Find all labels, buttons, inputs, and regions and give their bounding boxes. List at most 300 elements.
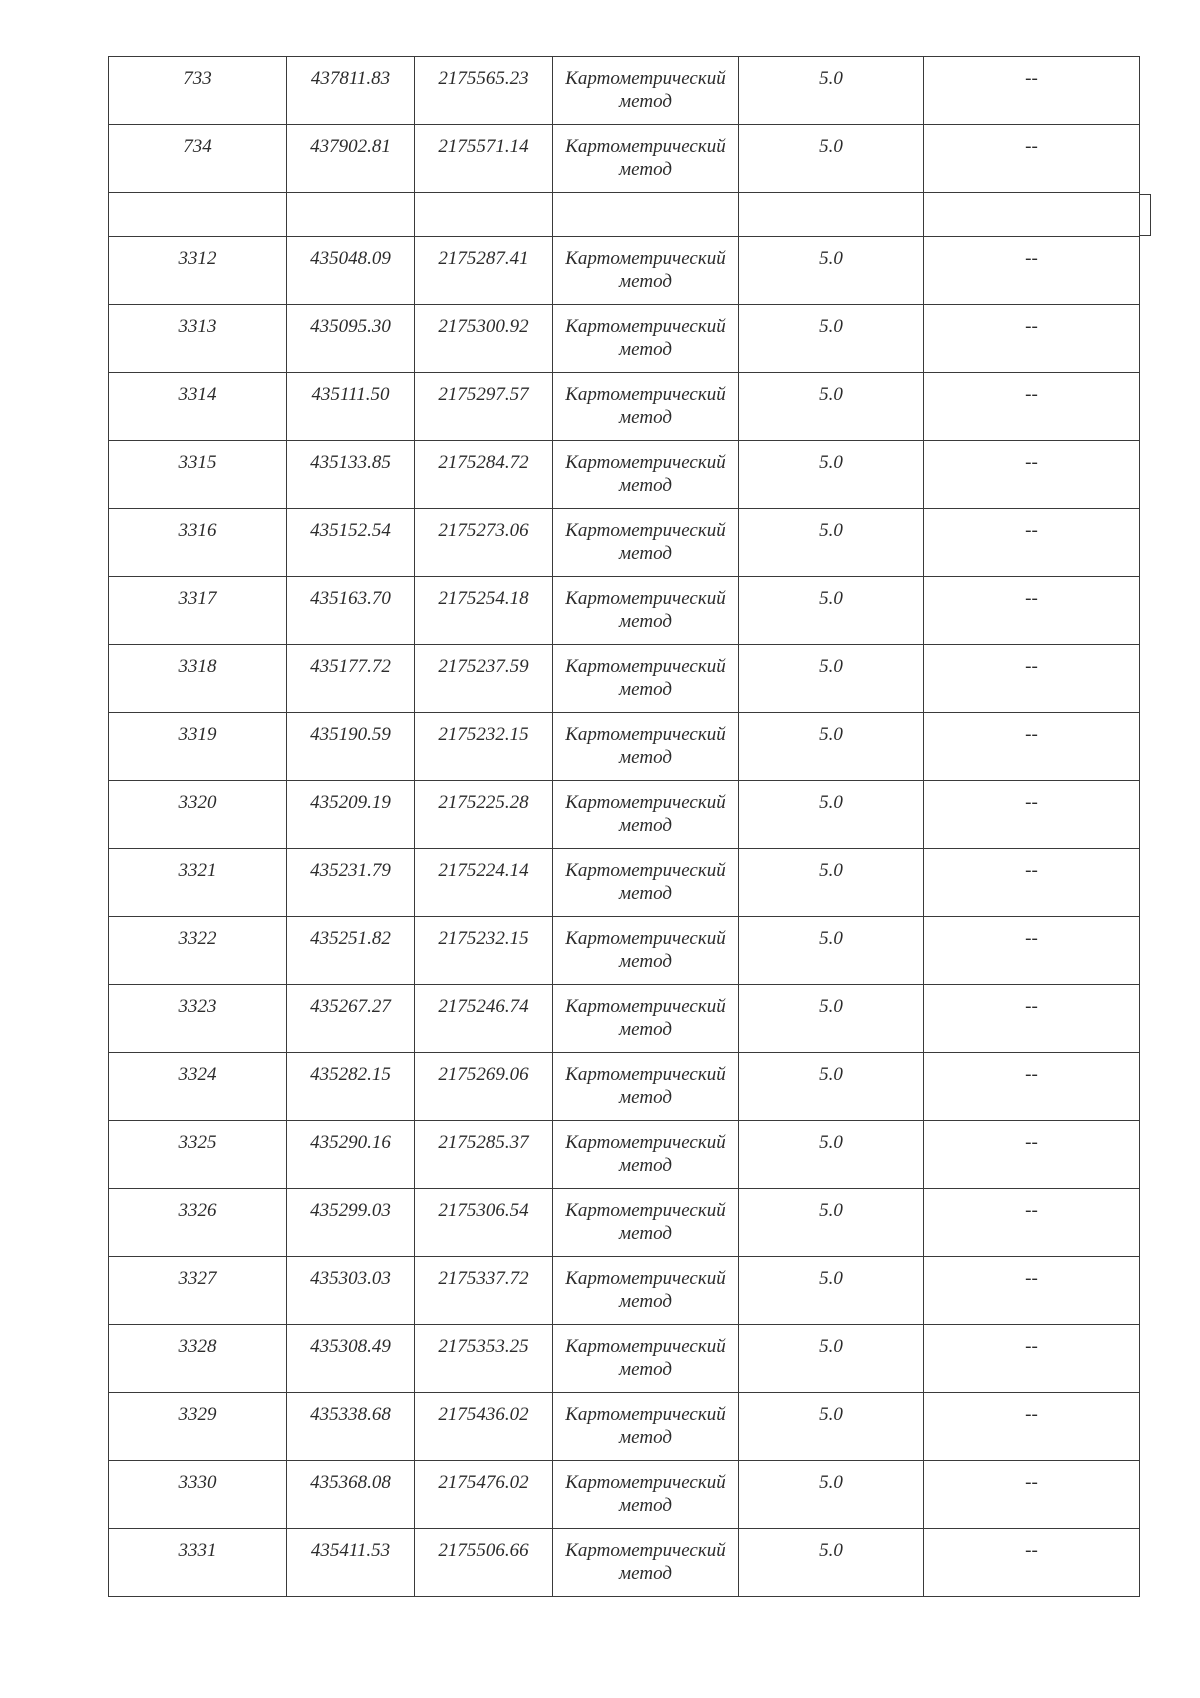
- y-coordinate-cell-text: 2175300.92: [438, 316, 529, 337]
- note-cell: [924, 305, 1140, 373]
- point-number-cell-text: 3313: [178, 316, 217, 337]
- note-cell-text: --: [1025, 1200, 1038, 1221]
- x-coordinate-cell-text: 437902.81: [310, 136, 391, 157]
- x-coordinate-cell: [287, 1393, 415, 1461]
- y-coordinate-cell: [415, 57, 553, 125]
- note-cell: [924, 373, 1140, 441]
- note-cell-text: --: [1025, 792, 1038, 813]
- x-coordinate-cell: [287, 305, 415, 373]
- note-cell-text: --: [1025, 588, 1038, 609]
- accuracy-cell: [739, 577, 924, 645]
- point-number-cell: [109, 577, 287, 645]
- y-coordinate-cell: [415, 1121, 553, 1189]
- table-row: [109, 373, 1140, 441]
- point-number-cell: [109, 373, 287, 441]
- note-cell: [924, 193, 1140, 237]
- x-coordinate-cell-text: 437811.83: [310, 68, 391, 89]
- y-coordinate-cell-text: 2175297.57: [438, 384, 529, 405]
- note-cell: [924, 441, 1140, 509]
- accuracy-cell: [739, 441, 924, 509]
- table-row: [109, 1393, 1140, 1461]
- point-number-cell: [109, 441, 287, 509]
- method-line-1: Картометрический: [565, 1336, 726, 1357]
- accuracy-cell: [739, 1325, 924, 1393]
- method-line-1: Картометрический: [565, 996, 726, 1017]
- method-line-1: Картометрический: [565, 316, 726, 337]
- note-cell-text: --: [1025, 724, 1038, 745]
- method-line-1: Картометрический: [565, 1200, 726, 1221]
- x-coordinate-cell-text: 435308.49: [310, 1336, 391, 1357]
- point-number-cell: [109, 985, 287, 1053]
- point-number-cell: [109, 509, 287, 577]
- y-coordinate-cell-text: 2175237.59: [438, 656, 529, 677]
- y-coordinate-cell: [415, 1257, 553, 1325]
- note-cell: [924, 237, 1140, 305]
- method-cell: [553, 1189, 739, 1257]
- note-cell: [924, 1257, 1140, 1325]
- accuracy-cell-text: 5.0: [819, 316, 843, 337]
- method-line-2: метод: [619, 271, 672, 292]
- point-number-cell-text: 3320: [178, 792, 217, 813]
- note-cell: [924, 1529, 1140, 1597]
- table-row: [109, 1189, 1140, 1257]
- x-coordinate-cell: [287, 193, 415, 237]
- x-coordinate-cell-text: 435190.59: [310, 724, 391, 745]
- x-coordinate-cell-text: 435299.03: [310, 1200, 391, 1221]
- table-row: [109, 917, 1140, 985]
- method-line-2: метод: [619, 679, 672, 700]
- x-coordinate-cell: [287, 713, 415, 781]
- point-number-cell-text: 3331: [178, 1540, 217, 1561]
- x-coordinate-cell-text: 435411.53: [310, 1540, 391, 1561]
- y-coordinate-cell: [415, 1529, 553, 1597]
- y-coordinate-cell-text: 2175269.06: [438, 1064, 529, 1085]
- method-cell: [553, 1121, 739, 1189]
- method-cell: [553, 373, 739, 441]
- note-cell: [924, 1461, 1140, 1529]
- point-number-cell-text: 3312: [178, 248, 217, 269]
- accuracy-cell: [739, 985, 924, 1053]
- table-row: [109, 1121, 1140, 1189]
- accuracy-cell: [739, 237, 924, 305]
- x-coordinate-cell-text: 435133.85: [310, 452, 391, 473]
- point-number-cell: [109, 305, 287, 373]
- table-row: [109, 509, 1140, 577]
- method-line-2: метод: [619, 1019, 672, 1040]
- y-coordinate-cell: [415, 781, 553, 849]
- method-line-2: метод: [619, 1427, 672, 1448]
- accuracy-cell-text: 5.0: [819, 1132, 843, 1153]
- x-coordinate-cell: [287, 1121, 415, 1189]
- method-line-1: Картометрический: [565, 1472, 726, 1493]
- method-cell: [553, 849, 739, 917]
- note-cell-text: --: [1025, 384, 1038, 405]
- method-cell: [553, 985, 739, 1053]
- method-cell: [553, 917, 739, 985]
- y-coordinate-cell: [415, 125, 553, 193]
- x-coordinate-cell-text: 435338.68: [310, 1404, 391, 1425]
- method-cell: [553, 1053, 739, 1121]
- method-line-1: Картометрический: [565, 1540, 726, 1561]
- note-cell: [924, 1393, 1140, 1461]
- point-number-cell-text: 3326: [178, 1200, 217, 1221]
- y-coordinate-cell: [415, 509, 553, 577]
- y-coordinate-cell-text: 2175476.02: [438, 1472, 529, 1493]
- method-cell: [553, 781, 739, 849]
- point-number-cell-text: 3319: [178, 724, 217, 745]
- x-coordinate-cell: [287, 1461, 415, 1529]
- method-line-2: метод: [619, 91, 672, 112]
- point-number-cell: [109, 237, 287, 305]
- method-line-2: метод: [619, 1495, 672, 1516]
- method-cell: [553, 125, 739, 193]
- accuracy-cell-text: 5.0: [819, 384, 843, 405]
- y-coordinate-cell: [415, 713, 553, 781]
- note-cell-text: --: [1025, 1132, 1038, 1153]
- accuracy-cell: [739, 1393, 924, 1461]
- method-line-2: метод: [619, 815, 672, 836]
- y-coordinate-cell: [415, 305, 553, 373]
- accuracy-cell: [739, 509, 924, 577]
- method-line-1: Картометрический: [565, 68, 726, 89]
- accuracy-cell-text: 5.0: [819, 1200, 843, 1221]
- x-coordinate-cell: [287, 57, 415, 125]
- x-coordinate-cell: [287, 237, 415, 305]
- method-line-1: Картометрический: [565, 520, 726, 541]
- point-number-cell-text: 3323: [178, 996, 217, 1017]
- method-line-1: Картометрический: [565, 792, 726, 813]
- note-cell-text: --: [1025, 316, 1038, 337]
- x-coordinate-cell: [287, 645, 415, 713]
- x-coordinate-cell: [287, 373, 415, 441]
- x-coordinate-cell-text: 435095.30: [310, 316, 391, 337]
- point-number-cell: [109, 849, 287, 917]
- point-number-cell-text: 3316: [178, 520, 217, 541]
- method-line-2: метод: [619, 1087, 672, 1108]
- note-cell-text: --: [1025, 860, 1038, 881]
- y-coordinate-cell-text: 2175436.02: [438, 1404, 529, 1425]
- method-cell: [553, 441, 739, 509]
- note-cell: [924, 577, 1140, 645]
- method-cell: [553, 645, 739, 713]
- note-cell-text: --: [1025, 452, 1038, 473]
- y-coordinate-cell: [415, 1053, 553, 1121]
- point-number-cell: [109, 781, 287, 849]
- x-coordinate-cell-text: 435368.08: [310, 1472, 391, 1493]
- accuracy-cell-text: 5.0: [819, 1404, 843, 1425]
- x-coordinate-cell: [287, 125, 415, 193]
- method-line-1: Картометрический: [565, 384, 726, 405]
- method-cell: [553, 57, 739, 125]
- point-number-cell-text: 3314: [178, 384, 217, 405]
- note-cell: [924, 781, 1140, 849]
- note-cell: [924, 125, 1140, 193]
- x-coordinate-cell: [287, 917, 415, 985]
- point-number-cell: [109, 917, 287, 985]
- accuracy-cell: [739, 125, 924, 193]
- note-cell-text: --: [1025, 1064, 1038, 1085]
- point-number-cell: [109, 1121, 287, 1189]
- method-cell: [553, 713, 739, 781]
- method-line-1: Картометрический: [565, 588, 726, 609]
- method-line-2: метод: [619, 475, 672, 496]
- accuracy-cell: [739, 1461, 924, 1529]
- y-coordinate-cell-text: 2175506.66: [438, 1540, 529, 1561]
- accuracy-cell: [739, 849, 924, 917]
- accuracy-cell-text: 5.0: [819, 452, 843, 473]
- x-coordinate-cell: [287, 781, 415, 849]
- accuracy-cell-text: 5.0: [819, 1336, 843, 1357]
- point-number-cell-text: 3318: [178, 656, 217, 677]
- method-line-1: Картометрический: [565, 928, 726, 949]
- table-row: [109, 441, 1140, 509]
- x-coordinate-cell-text: 435209.19: [310, 792, 391, 813]
- y-coordinate-cell: [415, 1189, 553, 1257]
- method-cell: [553, 1393, 739, 1461]
- accuracy-cell-text: 5.0: [819, 1540, 843, 1561]
- accuracy-cell: [739, 57, 924, 125]
- y-coordinate-cell: [415, 237, 553, 305]
- table-row: [109, 237, 1140, 305]
- y-coordinate-cell-text: 2175225.28: [438, 792, 529, 813]
- y-coordinate-cell-text: 2175285.37: [438, 1132, 529, 1153]
- point-number-cell: [109, 193, 287, 237]
- note-cell: [924, 1053, 1140, 1121]
- note-cell: [924, 849, 1140, 917]
- point-number-cell: [109, 713, 287, 781]
- y-coordinate-cell-text: 2175246.74: [438, 996, 529, 1017]
- method-cell: [553, 509, 739, 577]
- table-row: [109, 645, 1140, 713]
- y-coordinate-cell: [415, 985, 553, 1053]
- method-line-1: Картометрический: [565, 724, 726, 745]
- x-coordinate-cell-text: 435290.16: [310, 1132, 391, 1153]
- x-coordinate-cell-text: 435177.72: [310, 656, 391, 677]
- note-cell-text: --: [1025, 248, 1038, 269]
- y-coordinate-cell: [415, 373, 553, 441]
- method-line-1: Картометрический: [565, 248, 726, 269]
- method-line-1: Картометрический: [565, 1132, 726, 1153]
- method-cell: [553, 1257, 739, 1325]
- point-number-cell: [109, 1257, 287, 1325]
- y-coordinate-cell: [415, 1461, 553, 1529]
- note-cell: [924, 985, 1140, 1053]
- point-number-cell-text: 3324: [178, 1064, 217, 1085]
- accuracy-cell: [739, 1121, 924, 1189]
- x-coordinate-cell-text: 435267.27: [310, 996, 391, 1017]
- point-number-cell-text: 3330: [178, 1472, 217, 1493]
- method-line-1: Картометрический: [565, 1404, 726, 1425]
- x-coordinate-cell: [287, 577, 415, 645]
- method-line-2: метод: [619, 1223, 672, 1244]
- point-number-cell: [109, 645, 287, 713]
- point-number-cell-text: 734: [183, 136, 212, 157]
- method-line-2: метод: [619, 611, 672, 632]
- note-cell-text: --: [1025, 996, 1038, 1017]
- y-coordinate-cell-text: 2175353.25: [438, 1336, 529, 1357]
- accuracy-cell-text: 5.0: [819, 928, 843, 949]
- note-cell-text: --: [1025, 1472, 1038, 1493]
- point-number-cell-text: 733: [183, 68, 212, 89]
- point-number-cell-text: 3317: [178, 588, 217, 609]
- table-row: [109, 1461, 1140, 1529]
- x-coordinate-cell-text: 435048.09: [310, 248, 391, 269]
- y-coordinate-cell-text: 2175565.23: [438, 68, 529, 89]
- note-cell-text: --: [1025, 656, 1038, 677]
- point-number-cell-text: 3321: [178, 860, 217, 881]
- x-coordinate-cell: [287, 1325, 415, 1393]
- method-line-1: Картометрический: [565, 1268, 726, 1289]
- accuracy-cell-text: 5.0: [819, 520, 843, 541]
- y-coordinate-cell-text: 2175232.15: [438, 724, 529, 745]
- note-cell-text: --: [1025, 1404, 1038, 1425]
- y-coordinate-cell: [415, 1393, 553, 1461]
- blank-row-extension: [1139, 194, 1151, 236]
- method-line-2: метод: [619, 407, 672, 428]
- accuracy-cell: [739, 917, 924, 985]
- method-line-2: метод: [619, 1155, 672, 1176]
- x-coordinate-cell: [287, 509, 415, 577]
- method-line-1: Картометрический: [565, 1064, 726, 1085]
- y-coordinate-cell: [415, 441, 553, 509]
- point-number-cell-text: 3322: [178, 928, 217, 949]
- accuracy-cell-text: 5.0: [819, 68, 843, 89]
- table-row: [109, 781, 1140, 849]
- accuracy-cell-text: 5.0: [819, 724, 843, 745]
- method-line-2: метод: [619, 1359, 672, 1380]
- y-coordinate-cell-text: 2175571.14: [438, 136, 529, 157]
- note-cell-text: --: [1025, 1336, 1038, 1357]
- x-coordinate-cell: [287, 985, 415, 1053]
- point-number-cell: [109, 1053, 287, 1121]
- table-row: [109, 985, 1140, 1053]
- table-row: [109, 125, 1140, 193]
- y-coordinate-cell: [415, 193, 553, 237]
- method-cell: [553, 577, 739, 645]
- y-coordinate-cell: [415, 645, 553, 713]
- note-cell-text: --: [1025, 1268, 1038, 1289]
- point-number-cell: [109, 1189, 287, 1257]
- x-coordinate-cell: [287, 1189, 415, 1257]
- coordinates-table: [108, 56, 1140, 1597]
- accuracy-cell: [739, 781, 924, 849]
- method-line-2: метод: [619, 1291, 672, 1312]
- point-number-cell: [109, 1325, 287, 1393]
- x-coordinate-cell-text: 435303.03: [310, 1268, 391, 1289]
- method-line-2: метод: [619, 883, 672, 904]
- accuracy-cell-text: 5.0: [819, 1472, 843, 1493]
- note-cell: [924, 1121, 1140, 1189]
- accuracy-cell-text: 5.0: [819, 588, 843, 609]
- note-cell-text: --: [1025, 136, 1038, 157]
- coordinates-table-body: [109, 57, 1140, 1597]
- point-number-cell-text: 3327: [178, 1268, 217, 1289]
- accuracy-cell-text: 5.0: [819, 1064, 843, 1085]
- table-row: [109, 1325, 1140, 1393]
- method-line-2: метод: [619, 747, 672, 768]
- accuracy-cell: [739, 1189, 924, 1257]
- point-number-cell: [109, 1393, 287, 1461]
- accuracy-cell-text: 5.0: [819, 248, 843, 269]
- point-number-cell-text: 3325: [178, 1132, 217, 1153]
- note-cell: [924, 57, 1140, 125]
- method-line-1: Картометрический: [565, 136, 726, 157]
- accuracy-cell: [739, 193, 924, 237]
- point-number-cell-text: 3315: [178, 452, 217, 473]
- note-cell-text: --: [1025, 68, 1038, 89]
- accuracy-cell: [739, 305, 924, 373]
- y-coordinate-cell: [415, 917, 553, 985]
- x-coordinate-cell: [287, 1053, 415, 1121]
- accuracy-cell: [739, 713, 924, 781]
- note-cell: [924, 917, 1140, 985]
- note-cell-text: --: [1025, 928, 1038, 949]
- y-coordinate-cell-text: 2175254.18: [438, 588, 529, 609]
- x-coordinate-cell-text: 435282.15: [310, 1064, 391, 1085]
- accuracy-cell-text: 5.0: [819, 860, 843, 881]
- method-line-2: метод: [619, 951, 672, 972]
- x-coordinate-cell: [287, 441, 415, 509]
- table-row: [109, 1053, 1140, 1121]
- accuracy-cell: [739, 1529, 924, 1597]
- method-line-1: Картометрический: [565, 452, 726, 473]
- x-coordinate-cell: [287, 1257, 415, 1325]
- y-coordinate-cell-text: 2175287.41: [438, 248, 529, 269]
- method-line-2: метод: [619, 339, 672, 360]
- x-coordinate-cell-text: 435251.82: [310, 928, 391, 949]
- point-number-cell-text: 3328: [178, 1336, 217, 1357]
- method-cell: [553, 1325, 739, 1393]
- note-cell: [924, 1189, 1140, 1257]
- point-number-cell-text: 3329: [178, 1404, 217, 1425]
- y-coordinate-cell-text: 2175224.14: [438, 860, 529, 881]
- x-coordinate-cell-text: 435152.54: [310, 520, 391, 541]
- method-line-1: Картометрический: [565, 656, 726, 677]
- note-cell: [924, 509, 1140, 577]
- table-row: [109, 57, 1140, 125]
- y-coordinate-cell-text: 2175284.72: [438, 452, 529, 473]
- x-coordinate-cell-text: 435111.50: [311, 384, 390, 405]
- table-row: [109, 577, 1140, 645]
- method-cell: [553, 305, 739, 373]
- y-coordinate-cell: [415, 1325, 553, 1393]
- note-cell: [924, 713, 1140, 781]
- y-coordinate-cell-text: 2175273.06: [438, 520, 529, 541]
- table-row: [109, 193, 1140, 237]
- x-coordinate-cell-text: 435231.79: [310, 860, 391, 881]
- accuracy-cell-text: 5.0: [819, 792, 843, 813]
- method-line-2: метод: [619, 159, 672, 180]
- table-row: [109, 849, 1140, 917]
- x-coordinate-cell: [287, 1529, 415, 1597]
- method-cell: [553, 193, 739, 237]
- note-cell-text: --: [1025, 520, 1038, 541]
- accuracy-cell: [739, 373, 924, 441]
- method-line-2: метод: [619, 543, 672, 564]
- y-coordinate-cell-text: 2175232.15: [438, 928, 529, 949]
- accuracy-cell-text: 5.0: [819, 656, 843, 677]
- point-number-cell: [109, 57, 287, 125]
- accuracy-cell-text: 5.0: [819, 996, 843, 1017]
- x-coordinate-cell-text: 435163.70: [310, 588, 391, 609]
- y-coordinate-cell: [415, 849, 553, 917]
- point-number-cell: [109, 125, 287, 193]
- y-coordinate-cell-text: 2175306.54: [438, 1200, 529, 1221]
- method-cell: [553, 237, 739, 305]
- x-coordinate-cell: [287, 849, 415, 917]
- accuracy-cell-text: 5.0: [819, 1268, 843, 1289]
- accuracy-cell: [739, 1053, 924, 1121]
